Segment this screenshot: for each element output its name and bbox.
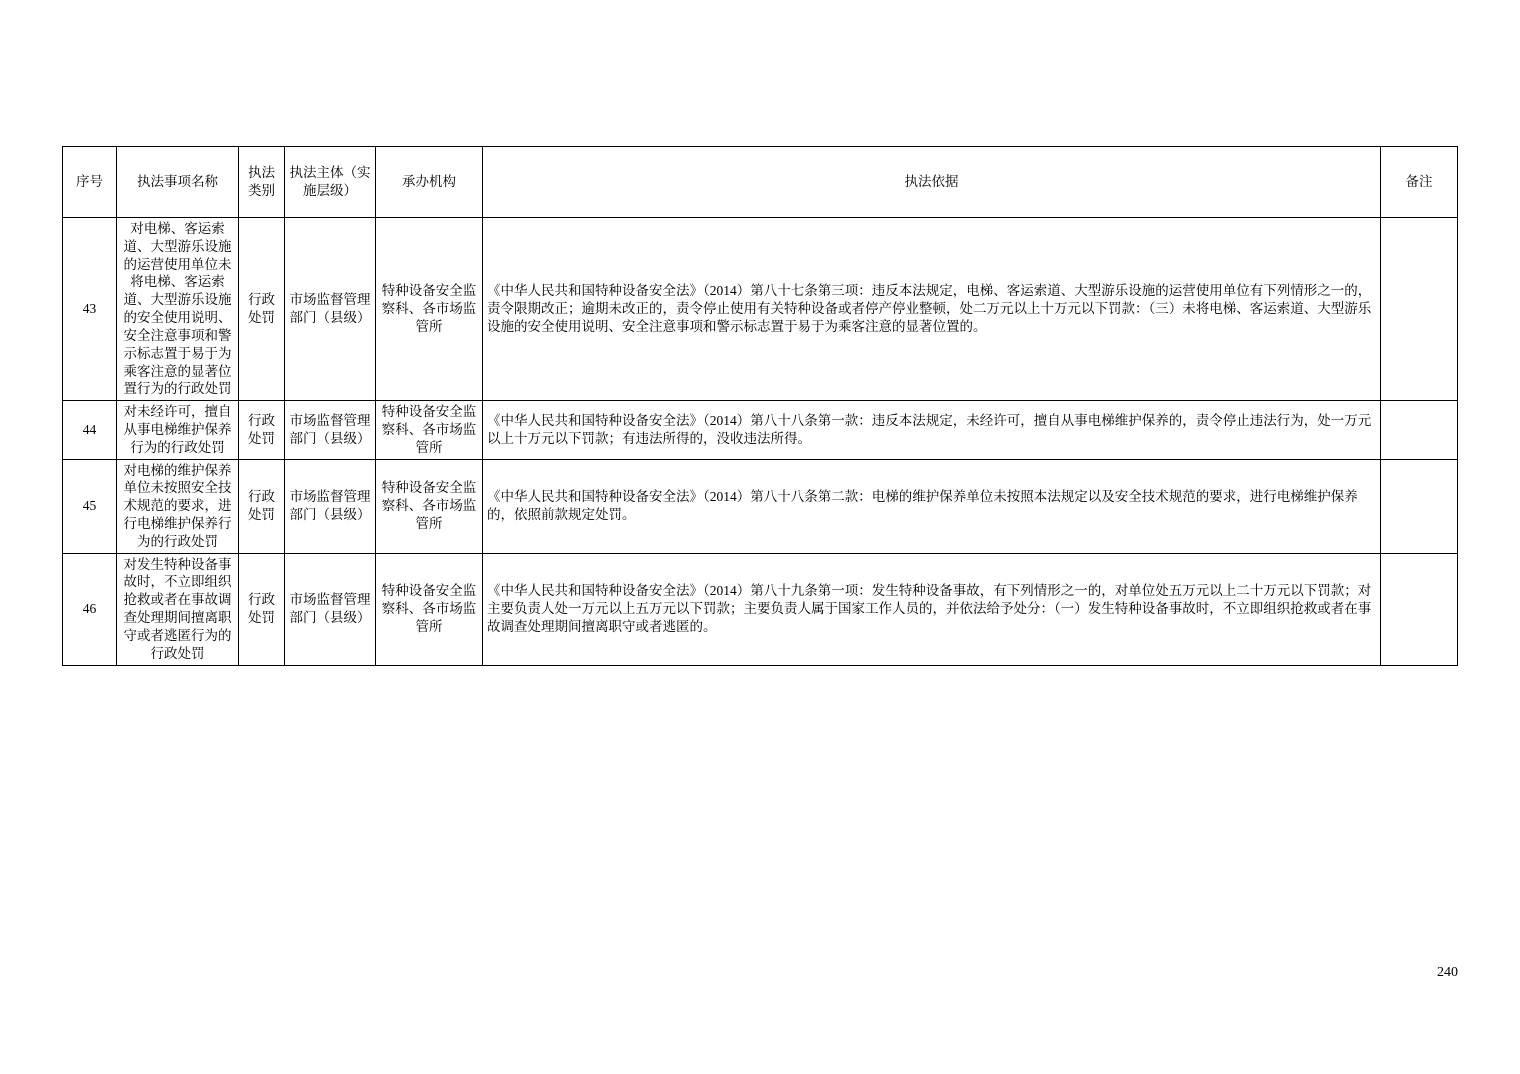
cell-subject: 市场监督管理部门（县级） xyxy=(285,553,376,665)
cell-org: 特种设备安全监察科、各市场监管所 xyxy=(376,459,483,553)
cell-subject: 市场监督管理部门（县级） xyxy=(285,401,376,459)
cell-seq: 43 xyxy=(63,218,117,401)
cell-remark xyxy=(1381,218,1458,401)
cell-seq: 46 xyxy=(63,553,117,665)
cell-basis: 《中华人民共和国特种设备安全法》（2014）第八十七条第三项：违反本法规定，电梯、客运索道、大型游乐设施的运营使用单位有下列情形之一的，责令限期改正；逾期未改正的，责令停止使用有关特种设备或者停产停业整顿，处二万元以上十万元以下罚款：（三）未将电梯、客运索道、大型游乐设施的安全使用说明、安全注意事项和警示标志置于易于为乘客注意的显著位置的。 xyxy=(483,218,1381,401)
column-header-type: 执法类别 xyxy=(239,147,285,218)
cell-seq: 44 xyxy=(63,401,117,459)
cell-name: 对发生特种设备事故时，不立即组织抢救或者在事故调查处理期间擅离职守或者逃匿行为的行政处罚 xyxy=(117,553,239,665)
table-row xyxy=(63,553,1458,665)
column-header-remark: 备注 xyxy=(1381,147,1458,218)
table-row xyxy=(63,401,1458,459)
cell-org: 特种设备安全监察科、各市场监管所 xyxy=(376,401,483,459)
page-number: 240 xyxy=(1437,965,1458,980)
cell-name: 对未经许可，擅自从事电梯维护保养行为的行政处罚 xyxy=(117,401,239,459)
cell-type: 行政处罚 xyxy=(239,218,285,401)
column-header-name: 执法事项名称 xyxy=(117,147,239,218)
cell-seq: 45 xyxy=(63,459,117,553)
table-header-row xyxy=(63,147,1458,218)
cell-type: 行政处罚 xyxy=(239,553,285,665)
cell-basis: 《中华人民共和国特种设备安全法》（2014）第八十九条第一项：发生特种设备事故，有下列情形之一的，对单位处五万元以上二十万元以下罚款；对主要负责人处一万元以上五万元以下罚款；主要负责人属于国家工作人员的，并依法给予处分：（一）发生特种设备事故时，不立即组织抢救或者在事故调查处理期间擅离职守或者逃匿的。 xyxy=(483,553,1381,665)
cell-subject: 市场监督管理部门（县级） xyxy=(285,459,376,553)
cell-type: 行政处罚 xyxy=(239,459,285,553)
cell-remark xyxy=(1381,401,1458,459)
cell-type: 行政处罚 xyxy=(239,401,285,459)
column-header-subject: 执法主体（实施层级） xyxy=(285,147,376,218)
table-body xyxy=(63,218,1458,666)
cell-remark xyxy=(1381,553,1458,665)
cell-name: 对电梯的维护保养单位未按照安全技术规范的要求，进行电梯维护保养行为的行政处罚 xyxy=(117,459,239,553)
cell-subject: 市场监督管理部门（县级） xyxy=(285,218,376,401)
cell-org: 特种设备安全监察科、各市场监管所 xyxy=(376,553,483,665)
cell-org: 特种设备安全监察科、各市场监管所 xyxy=(376,218,483,401)
table-row xyxy=(63,459,1458,553)
enforcement-items-table xyxy=(62,146,1458,666)
cell-basis: 《中华人民共和国特种设备安全法》（2014）第八十八条第二款：电梯的维护保养单位未按照本法规定以及安全技术规范的要求，进行电梯维护保养的，依照前款规定处罚。 xyxy=(483,459,1381,553)
cell-remark xyxy=(1381,459,1458,553)
column-header-basis: 执法依据 xyxy=(483,147,1381,218)
cell-name: 对电梯、客运索道、大型游乐设施的运营使用单位未将电梯、客运索道、大型游乐设施的安全使用说明、安全注意事项和警示标志置于易于为乘客注意的显著位置行为的行政处罚 xyxy=(117,218,239,401)
enforcement-items-table-wrapper xyxy=(62,146,1457,666)
table-header xyxy=(63,147,1458,218)
table-row xyxy=(63,218,1458,401)
column-header-org: 承办机构 xyxy=(376,147,483,218)
cell-basis: 《中华人民共和国特种设备安全法》（2014）第八十八条第一款：违反本法规定，未经许可，擅自从事电梯维护保养的，责令停止违法行为，处一万元以上十万元以下罚款；有违法所得的，没收违法所得。 xyxy=(483,401,1381,459)
column-header-seq: 序号 xyxy=(63,147,117,218)
